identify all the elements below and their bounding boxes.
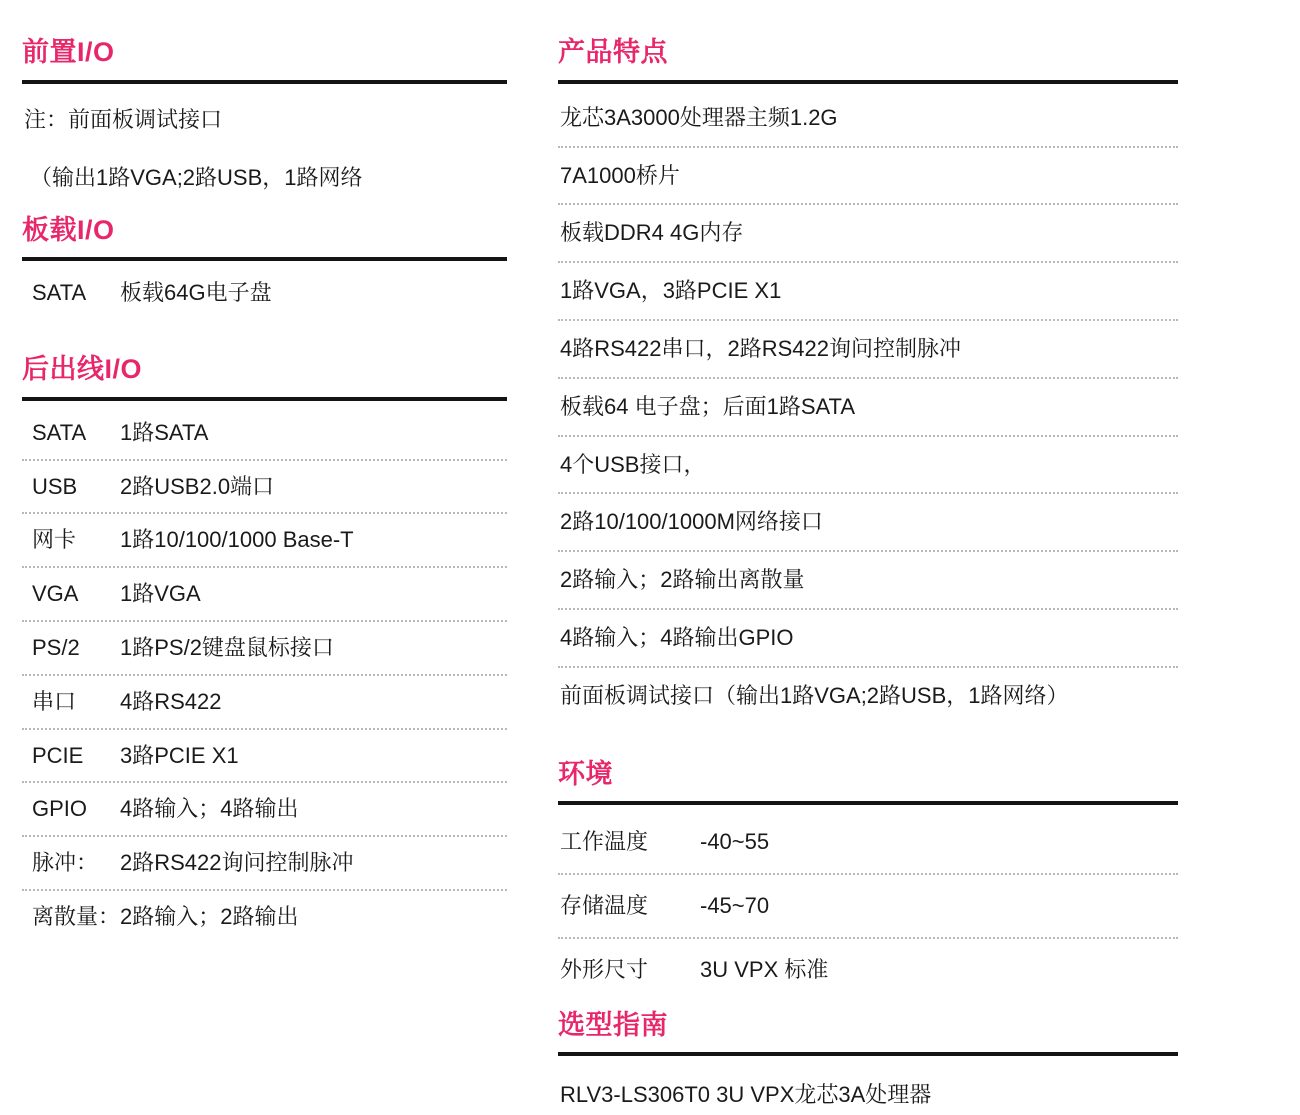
front-io-detail: （输出1路VGA;2路USB，1路网络 [30, 164, 363, 190]
section-environment [558, 758, 1178, 1001]
spec-value: 4路RS422 [120, 688, 222, 714]
spec-key: 离散量： [32, 904, 121, 929]
front-io-divider [22, 80, 507, 84]
list-item [22, 514, 507, 568]
spacer [558, 724, 1178, 758]
selection-guide-title: 选型指南 [558, 1009, 668, 1040]
spec-value: 2路USB2.0端口 [120, 473, 275, 499]
list-item [22, 568, 507, 622]
spec-value: 1路SATA [120, 419, 209, 445]
section-rear-io [22, 353, 507, 943]
list-item: 4路输入；4路输出GPIO [558, 610, 1178, 668]
spec-value: 1路VGA [120, 581, 201, 607]
section-selection-guide [558, 1009, 1178, 1115]
spec-key: SATA [32, 419, 87, 445]
right-column [558, 36, 1178, 1115]
list-item: 前面板调试接口（输出1路VGA;2路USB，1路网络） [560, 682, 1069, 708]
spacer [22, 206, 507, 214]
spec-value: 板载64G电子盘 [120, 280, 272, 306]
onboard-io-title: 板载I/O [22, 214, 115, 245]
list-item [22, 267, 507, 319]
list-item: 7A1000桥片 [558, 148, 1178, 206]
list-item: 龙芯3A3000处理器主频1.2G [558, 90, 1178, 148]
spec-key: 网卡 [32, 527, 77, 553]
spec-value: 4路输入；4路输出 [120, 796, 299, 822]
spec-value: 3路PCIE X1 [120, 742, 239, 768]
list-item: 2路10/100/1000M网络接口 [558, 494, 1178, 552]
environment-list [558, 811, 1178, 1000]
env-key: 工作温度 [560, 829, 649, 855]
selection-guide-line: RLV3-LS306T0 3U VPX龙芯3A处理器 [560, 1082, 932, 1108]
spacer [558, 1001, 1178, 1009]
features-list [558, 90, 1178, 724]
rear-io-divider [22, 397, 507, 401]
list-item [558, 875, 1178, 939]
list-item [22, 676, 507, 730]
environment-divider [558, 801, 1178, 805]
section-onboard-io [22, 214, 507, 320]
spec-value: 1路PS/2键盘鼠标接口 [120, 635, 334, 661]
list-item [22, 407, 507, 461]
list-item [558, 939, 1178, 1001]
spec-value: 1路10/100/1000 Base-T [120, 527, 354, 553]
onboard-io-divider [22, 257, 507, 261]
spacer [22, 319, 507, 353]
env-key: 存储温度 [560, 893, 649, 919]
front-io-note: 注：前面板调试接口 [24, 106, 223, 132]
list-item [22, 461, 507, 515]
list-item: 板载64 电子盘；后面1路SATA [558, 379, 1178, 437]
spec-value: 2路RS422询问控制脉冲 [120, 850, 354, 876]
section-features [558, 36, 1178, 724]
list-item: 2路输入；2路输出离散量 [558, 552, 1178, 610]
features-divider [558, 80, 1178, 84]
spec-key: 脉冲： [32, 850, 99, 876]
environment-title: 环境 [558, 758, 613, 789]
front-io-title: 前置I/O [22, 37, 115, 67]
section-front-io [22, 36, 507, 206]
list-item: 1路VGA，3路PCIE X1 [558, 263, 1178, 321]
list-item [22, 730, 507, 784]
list-item: 4路RS422串口，2路RS422询问控制脉冲 [558, 321, 1178, 379]
list-item [22, 622, 507, 676]
env-key: 外形尺寸 [560, 956, 649, 982]
list-item: 4个USB接口， [558, 437, 1178, 495]
onboard-io-list [22, 267, 507, 319]
list-item [22, 783, 507, 837]
list-item [22, 891, 507, 943]
spec-key: PS/2 [32, 635, 80, 661]
spec-key: 串口 [32, 688, 77, 714]
env-value: -45~70 [700, 893, 770, 919]
spec-key: GPIO [32, 796, 88, 822]
spec-key: VGA [32, 581, 79, 607]
spec-key: PCIE [32, 742, 84, 768]
spec-key: USB [32, 473, 78, 499]
left-column [22, 36, 507, 943]
features-title: 产品特点 [558, 37, 668, 67]
list-item [22, 837, 507, 891]
rear-io-title: 后出线I/O [22, 354, 143, 385]
env-value: -40~55 [700, 829, 770, 855]
spec-key: SATA [32, 280, 87, 306]
spec-value: 2路输入；2路输出 [120, 904, 299, 929]
selection-guide-divider [558, 1052, 1178, 1056]
list-item: 板载DDR4 4G内存 [558, 205, 1178, 263]
env-value: 3U VPX 标准 [700, 956, 829, 982]
rear-io-list [22, 407, 507, 943]
list-item [558, 811, 1178, 875]
